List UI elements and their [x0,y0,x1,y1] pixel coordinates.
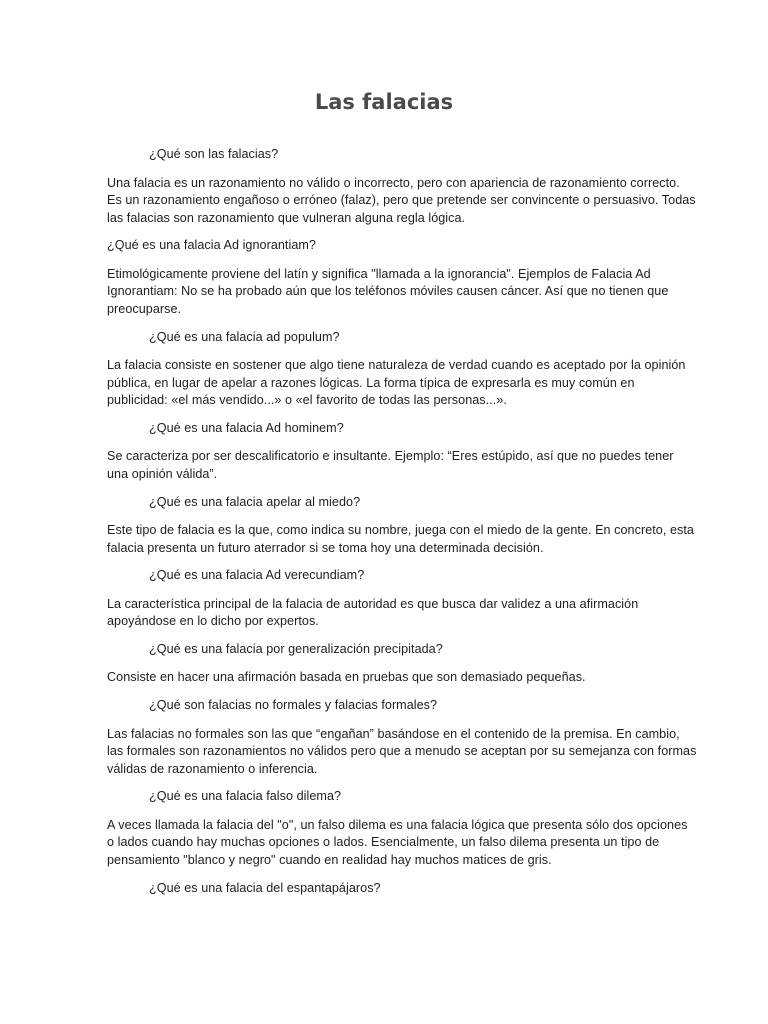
section-question: ¿Qué es una falacia ad populum? [149,329,340,344]
section-answer: Consiste en hacer una afirmación basada en pruebas que son demasiado pequeñas. [107,670,586,685]
section-question: ¿Qué es una falacia Ad ignorantiam? [107,238,316,253]
section-question: ¿Qué son falacias no formales y falacias formales? [149,698,438,712]
section-answer: La característica principal de la falacia de autoridad es que busca dar validez a una afirmación apoyándose en lo dicho por expertos. [107,596,639,629]
section-answer: Una falacia es un razonamiento no válido o incorrecto, pero con apariencia de razonamiento correcto. Es un razonamiento engañoso o erróneo (falaz), pero que pretende ser convincente o persuasivo. Todas las falacias son razonamiento que vulneran alguna regla lógica. [107,175,696,225]
section-question: ¿Qué es una falacia por generalización precipitada? [149,641,443,656]
section-question: ¿Qué es una falacia apelar al miedo? [149,494,361,509]
section-answer: Se caracteriza por ser descalificatorio e insultante. Ejemplo: “Eres estúpido, así que no puedes tener una opinión válida”. [107,449,674,481]
section-answer: Las falacias no formales son las que “engañan” basándose en el contenido de la premisa. En cambio, las formales son razonamientos no válidos pero que a menudo se aceptan por su semejanza con formas válidas de razonamiento o inferencia. [107,726,697,776]
section-answer: La falacia consiste en sostener que algo tiene naturaleza de verdad cuando es aceptado por la opinión pública, en lugar de apelar a razones lógicas. La forma típica de expresarla es muy común en publicidad: «el más vendido...» o «el favorito de todas las personas...». [107,358,686,408]
section-question: ¿Qué es una falacia Ad hominem? [149,420,344,435]
document-title: Las falacias [314,90,454,114]
section-answer: A veces llamada la falacia del "o", un falso dilema es una falacia lógica que presenta sólo dos opciones o lados cuando hay muchas opciones o lados. Esencialmente, un falso dilema presenta un tipo de pensamiento "blanco y negro" cuando en realidad hay muchos matices de gris. [107,817,688,867]
section-question: ¿Qué es una falacia Ad verecundiam? [149,568,365,583]
section-question: ¿Qué son las falacias? [149,147,279,161]
section-answer: Etimológicamente proviene del latín y significa "llamada a la ignorancia". Ejemplos de Falacia Ad Ignorantiam: No se ha probado aún que los teléfonos móviles causen cáncer. Así que no tienen que preocuparse. [107,266,669,316]
section-question: ¿Qué es una falacia del espantapájaros? [149,880,381,895]
section-answer: Este tipo de falacia es la que, como indica su nombre, juega con el miedo de la gente. En concreto, esta falacia presenta un futuro aterrador si se toma hoy una determinada decisión. [107,523,694,555]
section-question: ¿Qué es una falacia falso dilema? [149,789,342,804]
